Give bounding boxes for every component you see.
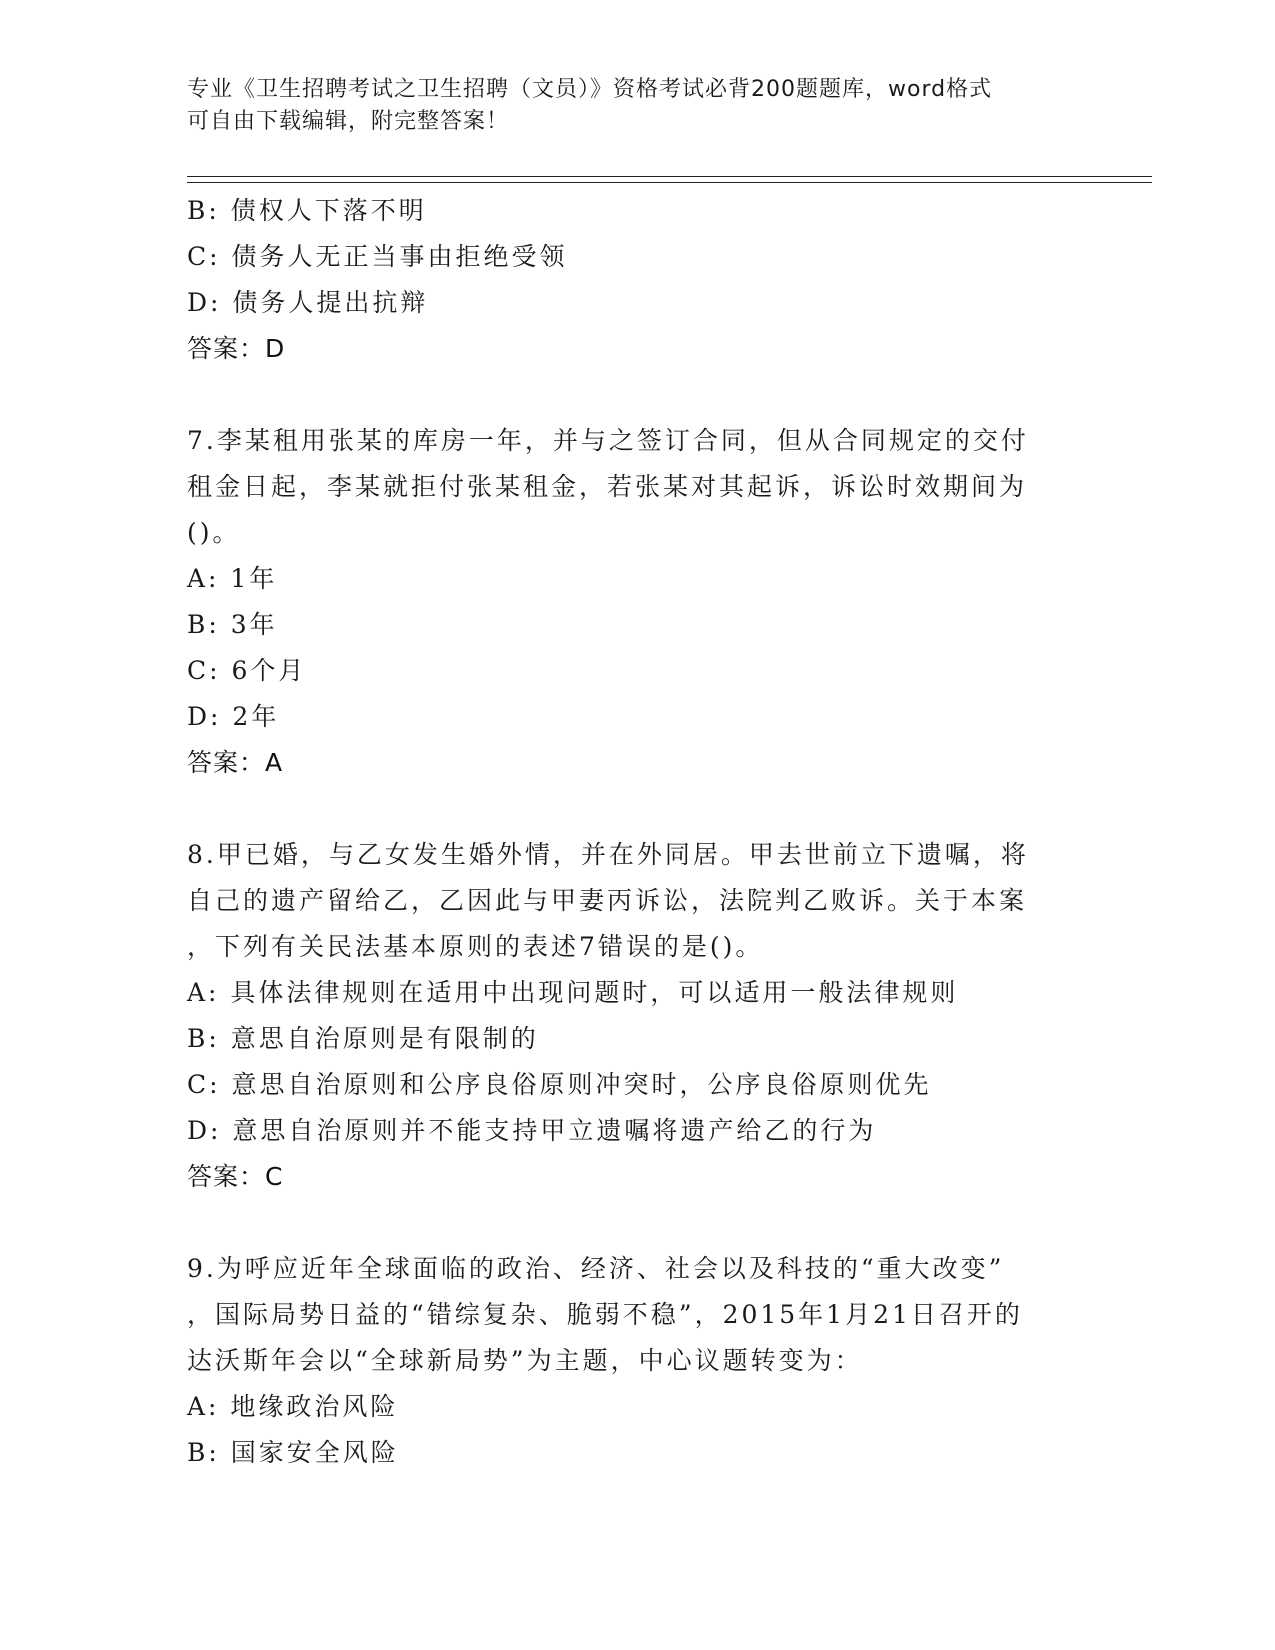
header-title-line-2: 可自由下载编辑，附完整答案！ [187, 109, 510, 134]
option-b: B: 债权人下落不明 [187, 196, 427, 225]
spacer [187, 1200, 1087, 1246]
question-stem-line: 达沃斯年会以“全球新局势”为主题，中心议题转变为： [187, 1346, 863, 1375]
option-b: B: 国家安全风险 [187, 1438, 399, 1467]
header-title-line-1: 专业《卫生招聘考试之卫生招聘（文员）》资格考试必背200题题库，word格式 [187, 77, 993, 102]
question-6 [187, 188, 1087, 372]
question-stem-line: ，下列有关民法基本原则的表述7错误的是()。 [187, 932, 764, 961]
option-a: A: 1年 [187, 564, 278, 593]
page-header [187, 74, 1087, 138]
header-divider [187, 176, 1152, 183]
answer-line: 答案：D [187, 334, 286, 363]
option-d: D: 2年 [187, 702, 280, 731]
answer-line: 答案：C [187, 1162, 284, 1191]
option-b: B: 3年 [187, 610, 278, 639]
spacer [187, 372, 1087, 418]
option-d: D: 意思自治原则并不能支持甲立遗嘱将遗产给乙的行为 [187, 1116, 877, 1145]
question-stem-line: 7.李某租用张某的库房一年，并与之签订合同，但从合同规定的交付 [187, 426, 1029, 455]
answer-line: 答案：A [187, 748, 284, 777]
option-c: C: 债务人无正当事由拒绝受领 [187, 242, 568, 271]
option-d: D: 债务人提出抗辩 [187, 288, 429, 317]
question-stem-line: ，国际局势日益的“错综复杂、脆弱不稳”，2015年1月21日召开的 [187, 1300, 1023, 1329]
question-stem-line: ()。 [187, 518, 241, 547]
option-a: A: 地缘政治风险 [187, 1392, 399, 1421]
option-c: C: 6个月 [187, 656, 307, 685]
document-body [187, 188, 1087, 1476]
option-a: A: 具体法律规则在适用中出现问题时，可以适用一般法律规则 [187, 978, 959, 1007]
question-stem-line: 9.为呼应近年全球面临的政治、经济、社会以及科技的“重大改变” [187, 1254, 1005, 1283]
question-7 [187, 418, 1087, 786]
option-b: B: 意思自治原则是有限制的 [187, 1024, 539, 1053]
question-9 [187, 1246, 1087, 1476]
question-stem-line: 8.甲已婚，与乙女发生婚外情，并在外同居。甲去世前立下遗嘱，将 [187, 840, 1029, 869]
question-stem-line: 租金日起，李某就拒付张某租金，若张某对其起诉，诉讼时效期间为 [187, 472, 1028, 501]
question-stem-line: 自己的遗产留给乙，乙因此与甲妻丙诉讼，法院判乙败诉。关于本案 [187, 886, 1028, 915]
option-c: C: 意思自治原则和公序良俗原则冲突时，公序良俗原则优先 [187, 1070, 932, 1099]
question-8 [187, 832, 1087, 1200]
spacer [187, 786, 1087, 832]
